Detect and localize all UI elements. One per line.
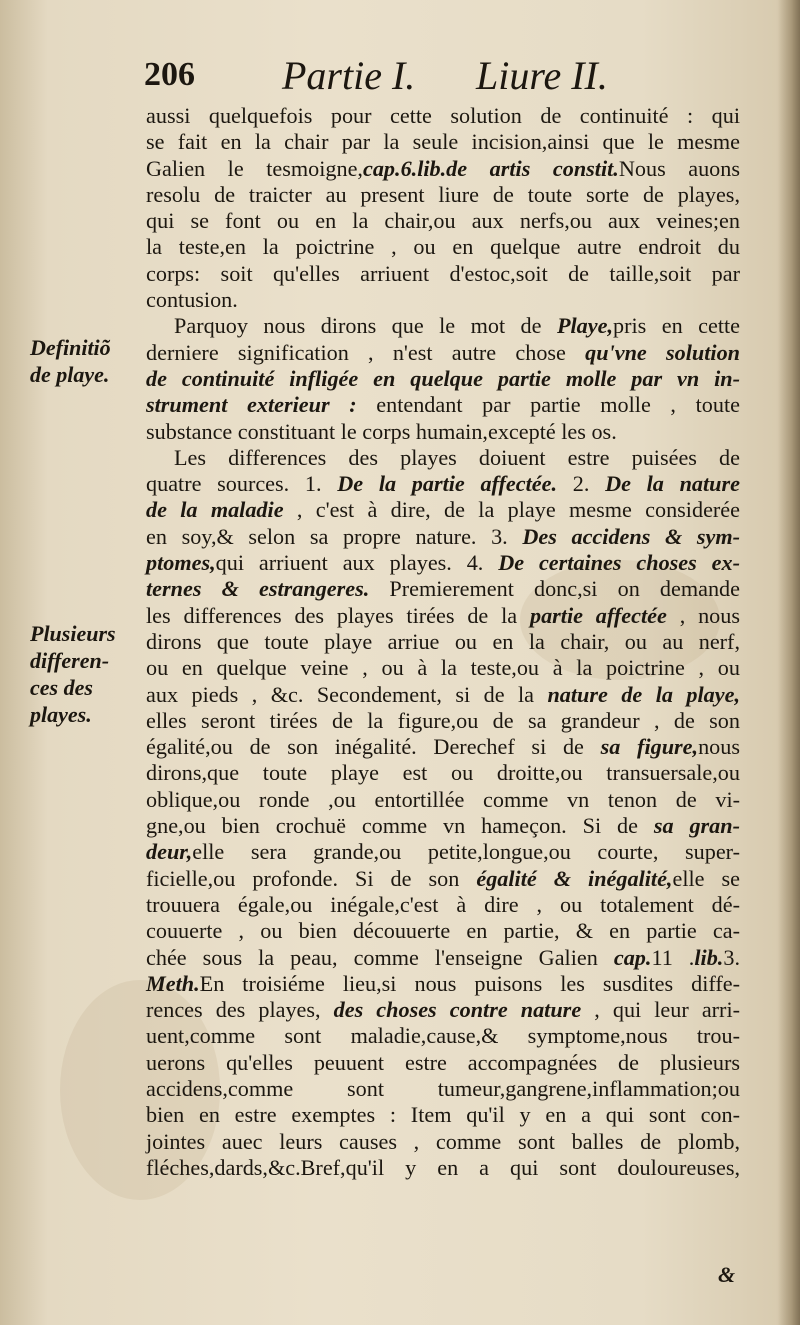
text-run: les differences des playes tirées de la bbox=[146, 602, 530, 628]
italic-phrase: ternes & estrangeres. bbox=[146, 576, 370, 602]
text-run: elles seront tirées de la figure,ou de sa grandeur , de son bbox=[146, 707, 740, 733]
italic-phrase: de la maladie bbox=[146, 497, 284, 523]
text-line bbox=[146, 918, 740, 944]
text-run: fléches,dards,&c.Bref,qu'il y en a qui sont douloureuses, bbox=[146, 1154, 740, 1180]
text-line bbox=[146, 603, 740, 629]
text-line bbox=[146, 313, 740, 339]
text-line bbox=[146, 734, 740, 760]
italic-phrase: cap.6.lib.de artis constit. bbox=[362, 155, 619, 181]
text-line bbox=[146, 997, 740, 1023]
text-run: se fait en la chair par la seule incision,ainsi que le mesme bbox=[146, 129, 740, 155]
italic-phrase: sa gran- bbox=[653, 813, 740, 839]
italic-phrase: cap. bbox=[613, 944, 652, 970]
italic-phrase: Playe, bbox=[556, 313, 614, 339]
text-run: aussi quelquefois pour cette solution de continuité : qui bbox=[146, 103, 740, 128]
text-line bbox=[146, 1023, 740, 1049]
italic-phrase: De certaines choses ex- bbox=[498, 550, 740, 576]
text-line bbox=[146, 366, 740, 392]
italic-phrase: deur, bbox=[146, 839, 193, 865]
margin-note-line: de playe. bbox=[30, 362, 110, 387]
text-run: , qui leur arri- bbox=[581, 997, 740, 1023]
text-line bbox=[146, 945, 740, 971]
text-run: chée sous la peau, comme l'enseigne Galien bbox=[146, 944, 614, 970]
text-run: Nous auons bbox=[618, 155, 741, 181]
margin-note-line: playes. bbox=[30, 702, 92, 727]
italic-phrase: nature de la playe, bbox=[547, 681, 740, 707]
text-run: nous bbox=[698, 734, 740, 760]
text-run: en soy,& selon sa propre nature. 3. bbox=[146, 523, 523, 549]
text-line bbox=[146, 234, 740, 260]
text-line bbox=[146, 971, 740, 997]
text-run: contusion. bbox=[146, 287, 238, 313]
page-header bbox=[140, 50, 740, 96]
text-run: trouuera égale,ou inégale,c'est à dire , ou totalement dé- bbox=[146, 891, 740, 917]
text-run: , c'est à dire, de la playe mesme considerée bbox=[283, 497, 740, 523]
text-line bbox=[146, 261, 740, 287]
text-run: elle se bbox=[672, 865, 740, 891]
text-run: bien en estre exemptes : Item qu'il y en a qui sont con- bbox=[146, 1102, 740, 1128]
catchword: & bbox=[718, 1262, 736, 1287]
text-line bbox=[146, 1129, 740, 1155]
text-line bbox=[146, 1102, 740, 1128]
running-head-book: Liure II. bbox=[476, 53, 608, 98]
text-run: uent,comme sont maladie,cause,& symptome,nous trou- bbox=[146, 1023, 740, 1049]
text-line bbox=[146, 682, 740, 708]
text-line bbox=[146, 129, 740, 155]
text-run: gne,ou bien crochuë comme vn hameçon. Si de bbox=[146, 813, 654, 839]
italic-phrase: égalité & inégalité, bbox=[476, 865, 673, 891]
margin-note-line: Plusieurs bbox=[30, 621, 116, 646]
text-run: égalité,ou de son inégalité. Derechef si de bbox=[146, 734, 601, 760]
text-line bbox=[146, 866, 740, 892]
text-run: rences des playes, bbox=[146, 997, 334, 1023]
text-run: entendant par partie molle , toute bbox=[356, 392, 740, 418]
text-line bbox=[146, 208, 740, 234]
text-run: Les differences des playes doiuent estre puisées de bbox=[174, 444, 740, 470]
text-run: oblique,ou ronde ,ou entortillée comme vn tenon de vi- bbox=[146, 786, 740, 812]
text-line bbox=[146, 655, 740, 681]
text-line bbox=[146, 892, 740, 918]
page-binding-edge bbox=[778, 0, 800, 1325]
italic-phrase: de continuité infligée en quelque partie molle par vn in- bbox=[146, 365, 740, 391]
text-line bbox=[146, 287, 740, 313]
page-number: 206 bbox=[144, 56, 195, 93]
text-line bbox=[146, 813, 740, 839]
text-run: quatre sources. 1. bbox=[146, 471, 338, 497]
text-run: derniere signification , n'est autre chose bbox=[146, 339, 586, 365]
margin-note-definition bbox=[30, 334, 140, 388]
text-run: qui arriuent aux playes. 4. bbox=[215, 550, 499, 576]
text-line bbox=[146, 392, 740, 418]
italic-phrase: lib. bbox=[694, 944, 724, 970]
italic-phrase: partie affectée bbox=[529, 602, 667, 628]
italic-phrase: Des accidens & sym- bbox=[522, 523, 740, 549]
text-run: Premierement donc,si on demande bbox=[369, 576, 740, 602]
italic-phrase: qu'vne solution bbox=[585, 339, 741, 365]
text-run: 11 . bbox=[651, 944, 695, 970]
text-line bbox=[146, 419, 740, 445]
italic-phrase: strument exterieur : bbox=[146, 392, 357, 418]
text-run: qui se font ou en la chair,ou aux nerfs,ou aux veines;en bbox=[146, 208, 740, 234]
text-run: la teste,en la poictrine , ou en quelque autre endroit du bbox=[146, 234, 740, 260]
text-line bbox=[146, 471, 740, 497]
margin-note-line: differen- bbox=[30, 648, 110, 673]
text-run: dirons,que toute playe est ou droitte,ou transuersale,ou bbox=[146, 760, 740, 786]
running-head-part: Partie I. bbox=[282, 53, 416, 98]
text-line bbox=[146, 839, 740, 865]
text-run: elle sera grande,ou petite,longue,ou courte, super- bbox=[192, 839, 740, 865]
text-line bbox=[146, 156, 740, 182]
text-line bbox=[146, 445, 740, 471]
text-line bbox=[146, 1076, 740, 1102]
text-line bbox=[146, 1155, 740, 1181]
margin-note-differences bbox=[30, 620, 140, 728]
text-run: substance constituant le corps humain,excepté les os. bbox=[146, 418, 617, 444]
text-line bbox=[146, 576, 740, 602]
text-run: resolu de traicter au present liure de toute sorte de playes, bbox=[146, 181, 740, 207]
text-run: corps: soit qu'elles arriuent d'estoc,soit de taille,soit par bbox=[146, 260, 740, 286]
italic-phrase: De la partie affectée. bbox=[337, 471, 558, 497]
text-run: , nous bbox=[666, 602, 740, 628]
text-line bbox=[146, 182, 740, 208]
text-run: ficielle,ou profonde. Si de son bbox=[146, 865, 477, 891]
text-run: couuerte , ou bien découuerte en partie, & en partie ca- bbox=[146, 918, 740, 944]
text-line bbox=[146, 1050, 740, 1076]
italic-phrase: sa figure, bbox=[600, 734, 699, 760]
italic-phrase: ptomes, bbox=[146, 550, 216, 576]
text-run: Galien le tesmoigne, bbox=[146, 155, 363, 181]
text-run: aux pieds , &c. Secondement, si de la bbox=[146, 681, 548, 707]
text-line bbox=[146, 787, 740, 813]
text-run: 3. bbox=[723, 944, 740, 970]
text-run: jointes auec leurs causes , comme sont balles de plomb, bbox=[146, 1128, 740, 1154]
text-line bbox=[146, 708, 740, 734]
text-line bbox=[146, 760, 740, 786]
italic-phrase: De la nature bbox=[605, 471, 740, 497]
text-line bbox=[146, 340, 740, 366]
text-line bbox=[146, 497, 740, 523]
text-line bbox=[146, 550, 740, 576]
margin-note-line: Definitiõ bbox=[30, 335, 111, 360]
italic-phrase: Meth. bbox=[146, 970, 200, 996]
text-run: dirons que toute playe arriue ou en la chair, ou au nerf, bbox=[146, 628, 740, 654]
text-line bbox=[146, 103, 740, 129]
text-run: En troisiéme lieu,si nous puisons les susdites diffe- bbox=[199, 970, 740, 996]
text-line bbox=[146, 629, 740, 655]
text-run: uerons qu'elles peuuent estre accompagnées de plusieurs bbox=[146, 1049, 740, 1075]
text-run: 2. bbox=[557, 471, 606, 497]
text-line bbox=[146, 524, 740, 550]
text-run: ou en quelque veine , ou à la teste,ou à la poictrine , ou bbox=[146, 655, 740, 681]
text-run: accidens,comme sont tumeur,gangrene,inflammation;ou bbox=[146, 1075, 740, 1101]
margin-note-line: ces des bbox=[30, 675, 93, 700]
body-text bbox=[146, 103, 740, 1181]
italic-phrase: des choses contre nature bbox=[333, 997, 582, 1023]
text-run: pris en cette bbox=[613, 313, 740, 339]
text-run: Parquoy nous dirons que le mot de bbox=[174, 313, 557, 339]
